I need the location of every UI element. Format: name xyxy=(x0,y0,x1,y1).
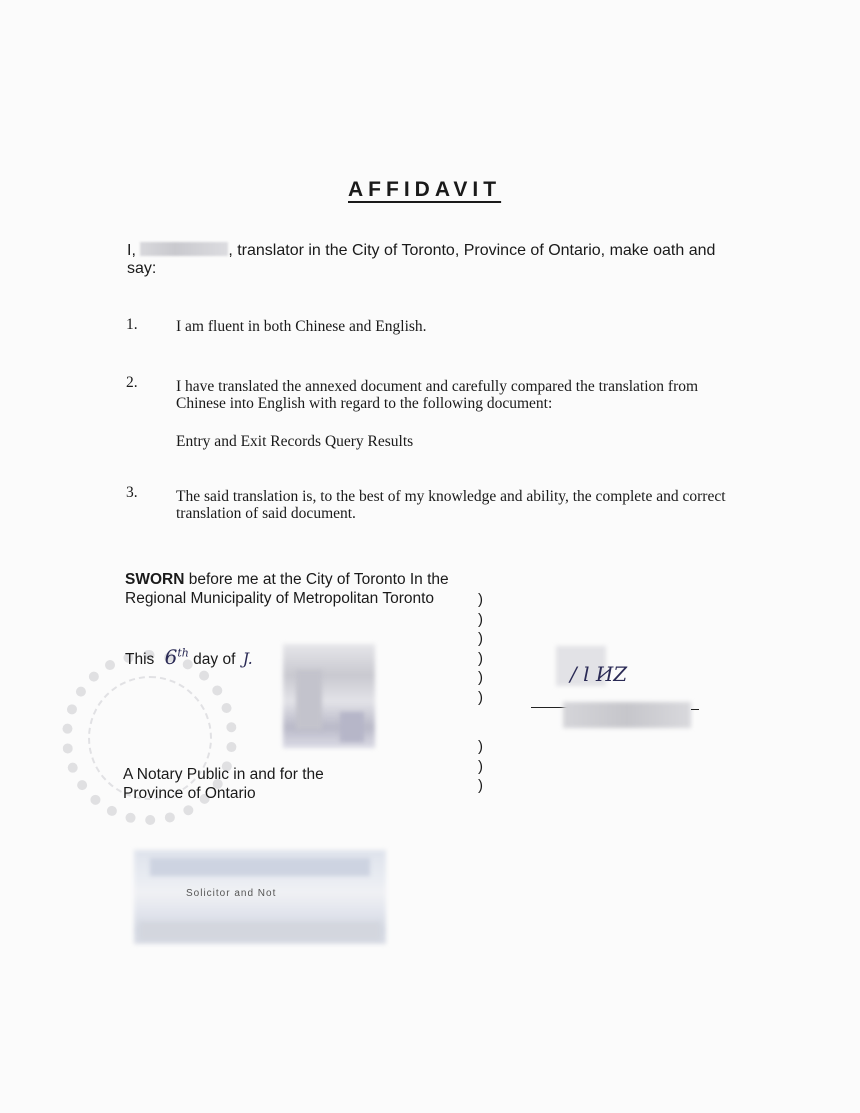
redacted-translator-name xyxy=(140,242,228,256)
parentheses-column-lower: ) ) ) xyxy=(478,738,483,794)
day-of-label: day of xyxy=(193,651,236,668)
intro-paragraph xyxy=(127,242,747,278)
item-sub-2: Entry and Exit Records Query Results xyxy=(176,433,414,450)
handwritten-month: J. xyxy=(242,650,253,668)
item-number-3: 3. xyxy=(126,484,138,501)
sworn-rest: before me at the City of Toronto In the Regional Municipality of Metropolitan Toronto xyxy=(125,571,449,607)
sworn-block xyxy=(125,571,465,608)
redacted-deponent-name xyxy=(563,702,691,728)
handwritten-day xyxy=(165,645,189,669)
notary-stamp-text: Solicitor and Not xyxy=(186,888,277,899)
sworn-bold: SWORN xyxy=(125,571,185,588)
notary-stamp-band-bottom xyxy=(140,922,380,940)
signature-scribble: / l ИZ xyxy=(570,662,628,686)
redacted-date-block-detail xyxy=(296,670,322,730)
intro-rest: , translator in the City of Toronto, Province of Ontario, make oath and say: xyxy=(127,242,716,277)
this-label: This xyxy=(125,651,155,668)
intro-prefix: I, xyxy=(127,242,136,259)
item-text-2: I have translated the annexed document and carefully compared the translation from Chinese into English with regard to the following document: xyxy=(176,378,699,412)
item-text-3: The said translation is, to the best of my knowledge and ability, the complete and correct translation of said document. xyxy=(176,488,726,522)
notary-title: A Notary Public in and for the Province of Ontario xyxy=(123,766,324,802)
signature-line-right xyxy=(691,709,699,710)
redacted-date-block-detail-2 xyxy=(340,712,364,742)
document-title: AFFIDAVIT xyxy=(348,178,502,201)
day-suffix: th xyxy=(177,646,189,660)
this-day-line xyxy=(125,645,253,669)
item-text-1: I am fluent in both Chinese and English. xyxy=(176,318,427,335)
parentheses-column-upper: ) ) ) ) ) ) xyxy=(478,591,483,706)
notary-stamp-band-top xyxy=(150,858,370,876)
day-number: 6 xyxy=(164,645,178,669)
item-number-2: 2. xyxy=(126,374,138,391)
item-number-1: 1. xyxy=(126,316,138,333)
